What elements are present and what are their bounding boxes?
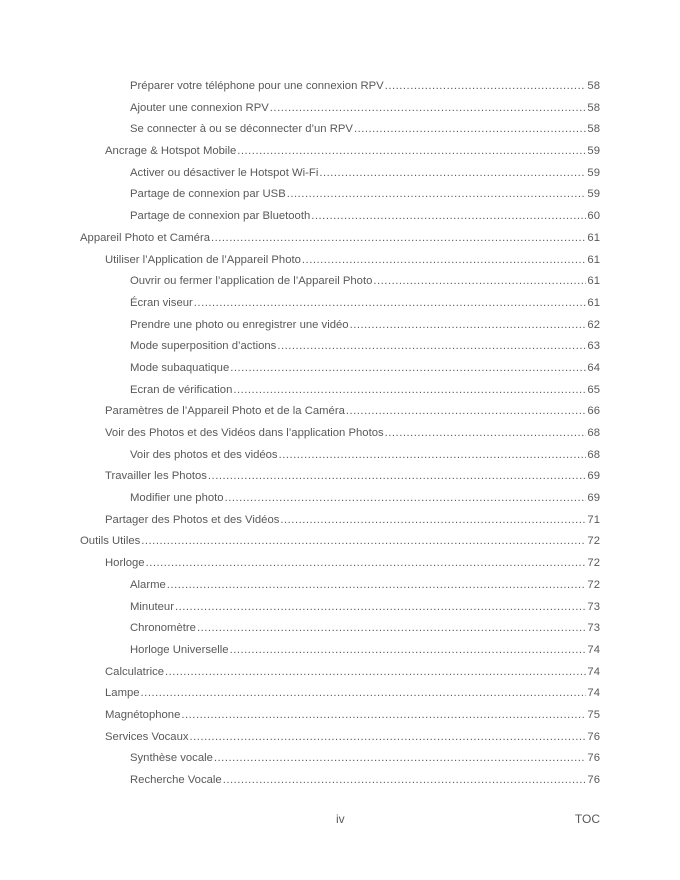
toc-entry-page: 60 — [587, 210, 600, 223]
toc-dot-leader — [350, 315, 587, 337]
toc-dot-leader — [302, 250, 587, 272]
toc-entry[interactable] — [0, 640, 600, 662]
toc-entry-title: Magnétophone — [105, 708, 181, 721]
toc-entry-title: Écran viseur — [130, 296, 193, 309]
toc-entry[interactable] — [0, 683, 600, 705]
toc-entry-page: 59 — [587, 188, 600, 201]
toc-entry[interactable] — [0, 553, 600, 575]
toc-entry-page: 74 — [587, 687, 600, 700]
toc-entry-title: Synthèse vocale — [130, 752, 213, 765]
toc-entry-title: Partager des Photos et des Vidéos — [105, 513, 280, 526]
toc-entry-title: Mode superposition d’actions — [130, 340, 277, 353]
toc-entry[interactable] — [0, 336, 600, 358]
toc-dot-leader — [225, 488, 587, 510]
toc-entry-page: 76 — [587, 752, 600, 765]
toc-dot-leader — [311, 206, 586, 228]
toc-entry[interactable] — [0, 380, 600, 402]
toc-dot-leader — [280, 510, 586, 532]
toc-entry-page: 69 — [587, 492, 600, 505]
toc-dot-leader — [194, 293, 587, 315]
toc-entry[interactable] — [0, 293, 600, 315]
toc-dot-leader — [279, 445, 587, 467]
toc-dot-leader — [181, 705, 586, 727]
toc-entry-title: Partage de connexion par USB — [130, 188, 286, 201]
toc-entry-page: 59 — [587, 145, 600, 158]
toc-dot-leader — [197, 618, 586, 640]
toc-entry-title: Chronomètre — [130, 622, 196, 635]
toc-entry[interactable] — [0, 163, 600, 185]
toc-entry-page: 75 — [587, 708, 600, 721]
toc-entry[interactable] — [0, 423, 600, 445]
toc-dot-leader — [237, 141, 586, 163]
toc-entry-page: 74 — [587, 643, 600, 656]
toc-entry-page: 61 — [587, 275, 600, 288]
toc-entry[interactable] — [0, 705, 600, 727]
toc-entry[interactable] — [0, 445, 600, 467]
toc-entry-page: 69 — [587, 470, 600, 483]
toc-entry[interactable] — [0, 662, 600, 684]
toc-entry[interactable] — [0, 228, 600, 250]
toc-entry-title: Ouvrir ou fermer l’application de l’Appareil Photo — [130, 275, 373, 288]
toc-entry[interactable] — [0, 531, 600, 553]
toc-dot-leader — [175, 597, 586, 619]
toc-entry[interactable] — [0, 488, 600, 510]
toc-entry-title: Voir des photos et des vidéos — [130, 448, 278, 461]
toc-entry[interactable] — [0, 206, 600, 228]
toc-entry[interactable] — [0, 315, 600, 337]
toc-entry-title: Prendre une photo ou enregistrer une vidéo — [130, 318, 349, 331]
toc-entry-page: 73 — [587, 600, 600, 613]
toc-dot-leader — [385, 76, 587, 98]
toc-entry[interactable] — [0, 358, 600, 380]
footer-page-number: iv — [336, 812, 345, 826]
toc-dot-leader — [190, 727, 587, 749]
toc-entry-title: Recherche Vocale — [130, 774, 222, 786]
toc-entry[interactable] — [0, 250, 600, 272]
toc-entry-title: Voir des Photos et des Vidéos dans l’application Photos — [105, 427, 384, 439]
toc-entry-page: 63 — [587, 340, 600, 353]
toc-entry-title: Calculatrice — [105, 665, 165, 678]
toc-entry-page: 68 — [587, 448, 600, 461]
toc-dot-leader — [141, 531, 586, 553]
toc-dot-leader — [223, 770, 587, 792]
toc-entry[interactable] — [0, 141, 600, 163]
toc-entry[interactable] — [0, 727, 600, 749]
footer-section-label: TOC — [574, 812, 600, 826]
toc-entry[interactable] — [0, 76, 600, 98]
toc-entry[interactable] — [0, 271, 600, 293]
toc-entry-title: Ajouter une connexion RPV — [130, 101, 269, 114]
toc-entry[interactable] — [0, 184, 600, 206]
toc-dot-leader — [208, 466, 587, 488]
toc-entry[interactable] — [0, 618, 600, 640]
toc-entry-title: Outils Utiles — [80, 535, 141, 548]
page-footer — [0, 812, 680, 828]
toc-dot-leader — [167, 575, 587, 597]
toc-entry-title: Ancrage & Hotspot Mobile — [105, 145, 237, 158]
toc-entry-title: Se connecter à ou se déconnecter d’un RPV — [130, 123, 353, 136]
toc-entry-page: 71 — [587, 513, 600, 526]
toc-entry-title: Horloge Universelle — [130, 643, 229, 656]
toc-entry-page: 73 — [587, 622, 600, 635]
toc-dot-leader — [146, 553, 587, 575]
toc-entry-page: 64 — [587, 361, 600, 374]
toc-entry-title: Mode subaquatique — [130, 361, 230, 374]
toc-entry-title: Ecran de vérification — [130, 383, 233, 396]
toc-entry-page: 58 — [587, 101, 600, 114]
toc-entry[interactable] — [0, 597, 600, 619]
toc-entry-title: Horloge — [105, 557, 145, 570]
toc-entry-title: Préparer votre téléphone pour une connexion RPV — [130, 80, 384, 92]
toc-entry-title: Travailler les Photos — [105, 470, 207, 483]
toc-entry-page: 72 — [587, 578, 600, 591]
toc-entry-page: 59 — [587, 166, 600, 179]
toc-entry[interactable] — [0, 510, 600, 532]
toc-entry-page: 61 — [587, 253, 600, 266]
toc-entry-page: 76 — [587, 730, 600, 743]
toc-entry-page: 62 — [587, 318, 600, 331]
toc-entry[interactable] — [0, 575, 600, 597]
table-of-contents — [0, 76, 680, 792]
toc-entry-title: Alarme — [130, 578, 166, 591]
toc-dot-leader — [211, 228, 586, 250]
toc-entry-title: Utiliser l’Application de l’Appareil Photo — [105, 253, 301, 266]
toc-entry-page: 76 — [587, 774, 600, 786]
toc-entry-title: Lampe — [105, 687, 140, 700]
toc-entry[interactable] — [0, 119, 600, 141]
toc-entry[interactable] — [0, 98, 600, 120]
toc-entry-page: 74 — [587, 665, 600, 678]
toc-dot-leader — [230, 358, 586, 380]
toc-dot-leader — [385, 423, 587, 445]
toc-entry-title: Minuteur — [130, 600, 174, 613]
toc-dot-leader — [270, 98, 587, 120]
toc-entry-title: Partage de connexion par Bluetooth — [130, 210, 311, 223]
toc-entry[interactable] — [0, 401, 600, 423]
toc-dot-leader — [354, 119, 586, 141]
toc-entry-page: 58 — [587, 80, 600, 92]
toc-entry-title: Activer ou désactiver le Hotspot Wi-Fi — [130, 166, 319, 179]
toc-entry-page: 72 — [587, 535, 600, 548]
toc-entry[interactable] — [0, 770, 600, 792]
toc-entry-title: Paramètres de l’Appareil Photo et de la Caméra — [105, 405, 345, 418]
toc-dot-leader — [165, 662, 586, 684]
toc-entry-page: 65 — [587, 383, 600, 396]
toc-entry-page: 61 — [587, 296, 600, 309]
toc-entry-page: 58 — [587, 123, 600, 136]
toc-entry[interactable] — [0, 466, 600, 488]
toc-entry-title: Appareil Photo et Caméra — [80, 231, 210, 244]
toc-entry-page: 66 — [587, 405, 600, 418]
toc-dot-leader — [233, 380, 586, 402]
toc-dot-leader — [141, 683, 587, 705]
toc-entry-title: Services Vocaux — [105, 730, 189, 743]
toc-dot-leader — [287, 184, 587, 206]
toc-dot-leader — [346, 401, 587, 423]
toc-entry-title: Modifier une photo — [130, 492, 224, 505]
toc-dot-leader — [319, 163, 586, 185]
toc-dot-leader — [277, 336, 586, 358]
toc-dot-leader — [230, 640, 587, 662]
toc-entry-page: 61 — [587, 231, 600, 244]
toc-dot-leader — [214, 748, 587, 770]
toc-entry-page: 68 — [587, 427, 600, 439]
toc-dot-leader — [373, 271, 586, 293]
toc-entry[interactable] — [0, 748, 600, 770]
toc-entry-page: 72 — [587, 557, 600, 570]
